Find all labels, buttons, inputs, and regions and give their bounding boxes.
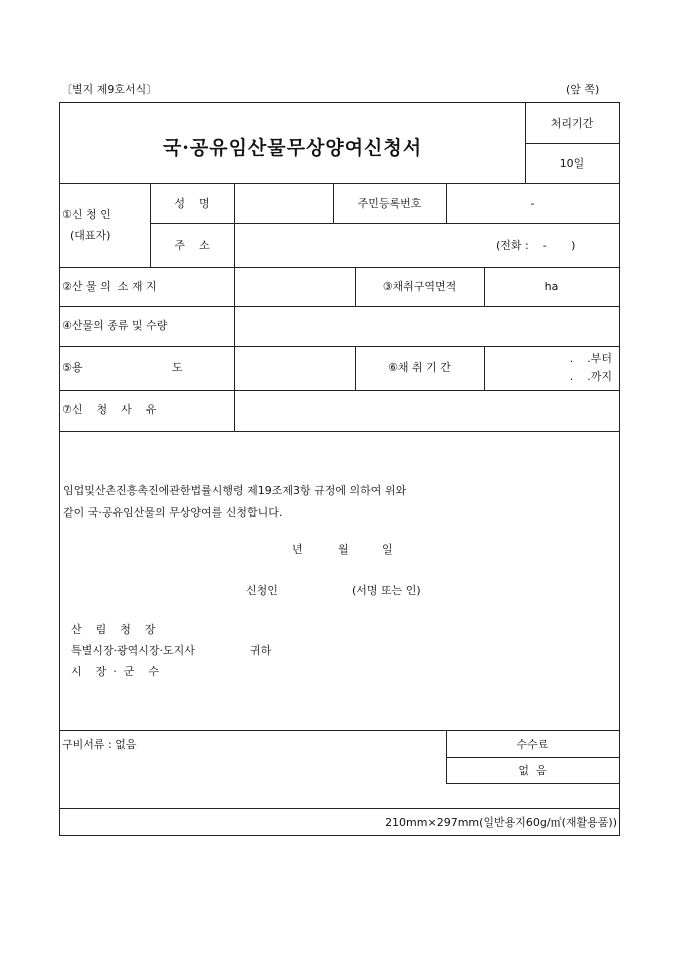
form-title: 국·공유임산물무상양여신청서 — [162, 137, 423, 159]
divider — [446, 783, 619, 784]
resident-number-field[interactable]: - — [530, 197, 535, 210]
period-from-field[interactable]: . .부터 — [569, 352, 612, 365]
product-kind-label: ④산물의 종류 및 수량 — [62, 319, 168, 332]
honorific-label: 귀하 — [250, 644, 272, 657]
application-form — [59, 102, 620, 836]
divider — [60, 808, 619, 809]
collection-period-label: ⑥채 취 기 간 — [388, 361, 451, 374]
page-side-label: (앞 쪽) — [566, 83, 600, 96]
divider — [150, 183, 151, 267]
usage-label-b: 도 — [172, 361, 183, 374]
divider — [525, 103, 526, 183]
applicant-label: ①신 청 인 — [62, 208, 111, 221]
divider — [60, 346, 619, 347]
paper-spec: 210mm×297mm(일반용지60g/㎡(재활용품)) — [385, 816, 617, 829]
divider — [525, 143, 619, 144]
divider — [446, 757, 619, 758]
period-to-field[interactable]: . .까지 — [569, 370, 612, 383]
phone-field[interactable]: (전화 : - ) — [496, 239, 576, 252]
applicant-sign-label: 신청인 — [246, 584, 278, 597]
divider — [484, 346, 485, 390]
fee-label: 수수료 — [516, 738, 549, 751]
processing-period-label: 처리기간 — [550, 117, 594, 130]
addressee-mayors-governors: 특별시장·광역시장·도지사 — [71, 644, 195, 657]
usage-label-a: ⑤용 — [62, 361, 83, 374]
divider — [150, 223, 619, 224]
form-number-label: 〔별지 제9호서식〕 — [61, 83, 158, 96]
fee-value: 없 음 — [518, 764, 547, 777]
statement-line-2: 같이 국·공유임산물의 무상양여를 신청합니다. — [63, 506, 283, 519]
date-month: 월 — [338, 543, 349, 556]
resident-number-label: 주민등록번호 — [357, 197, 422, 210]
area-unit[interactable]: ha — [544, 280, 559, 293]
address-label: 주 소 — [174, 239, 210, 252]
processing-period-value: 10일 — [559, 157, 585, 170]
location-label: ②산 물 의 소 재 지 — [62, 280, 157, 293]
divider — [60, 730, 619, 731]
divider — [60, 183, 619, 184]
reason-label: ⑦신 청 사 유 — [62, 403, 157, 416]
date-year: 년 — [292, 543, 303, 556]
area-label: ③채취구역면적 — [382, 280, 457, 293]
divider — [60, 267, 619, 268]
divider — [60, 306, 619, 307]
divider — [60, 390, 619, 391]
divider — [234, 183, 235, 431]
applicant-rep-label: (대표자) — [70, 229, 111, 242]
addressee-forest-service: 산 림 청 장 — [71, 623, 156, 636]
date-day: 일 — [382, 543, 393, 556]
statement-line-1: 임업및산촌진흥촉진에관한법률시행령 제19조제3항 규정에 의하여 위와 — [63, 484, 407, 497]
signature-label[interactable]: (서명 또는 인) — [352, 584, 421, 597]
addressee-city-county: 시 장 · 군 수 — [71, 665, 159, 678]
divider — [60, 431, 619, 432]
name-label: 성 명 — [174, 197, 210, 210]
required-documents: 구비서류 : 없음 — [62, 738, 137, 751]
